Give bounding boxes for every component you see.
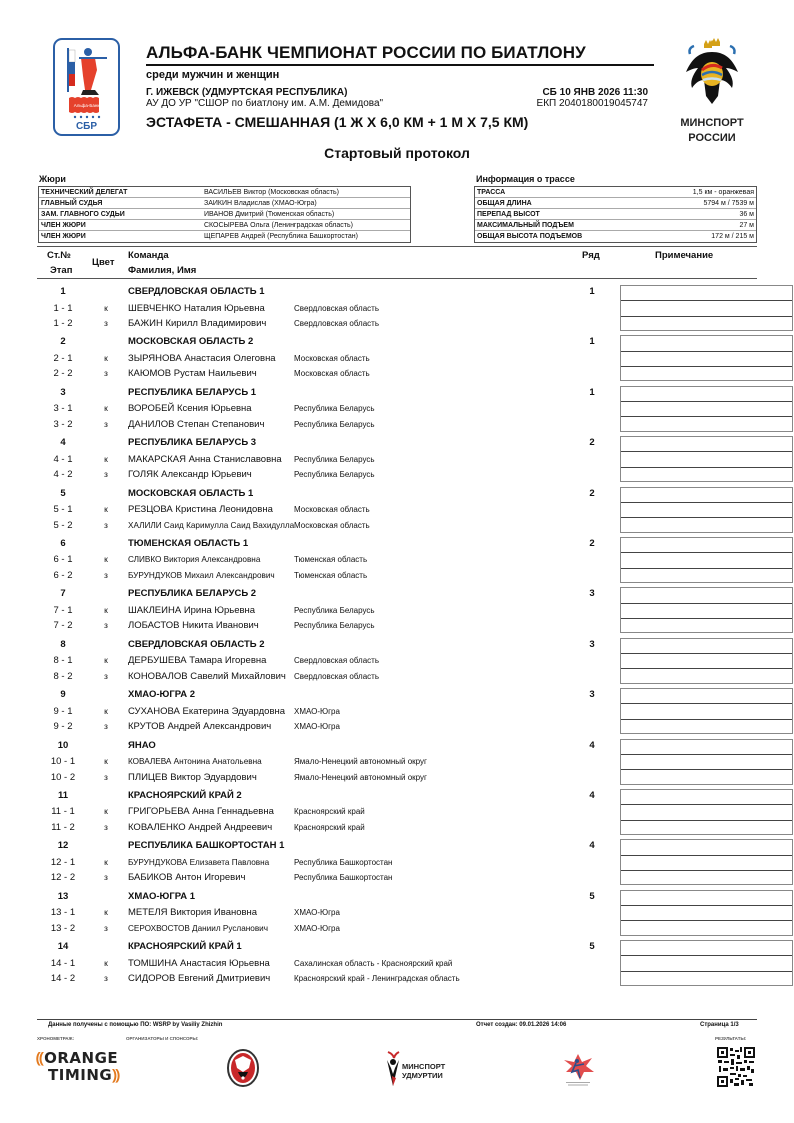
jury-role: ГЛАВНЫЙ СУДЬЯ bbox=[41, 199, 103, 207]
note-box[interactable] bbox=[620, 537, 793, 583]
track-row bbox=[475, 220, 756, 231]
start-list-header bbox=[37, 246, 757, 279]
stage: 4 - 1 bbox=[53, 453, 73, 465]
stage: 10 - 1 bbox=[50, 756, 76, 768]
report-created: Отчет создан: 09.01.2026 14:06 bbox=[476, 1022, 567, 1028]
region: Республика Башкортостан bbox=[294, 857, 393, 867]
start-row: 5 bbox=[589, 890, 595, 902]
team-block bbox=[37, 536, 757, 586]
athlete-name: ГОЛЯК Александр Юрьевич bbox=[128, 469, 252, 481]
region: Республика Беларусь bbox=[294, 419, 375, 429]
stage: 9 - 2 bbox=[53, 721, 73, 733]
athlete-name: ЗЫРЯНОВА Анастасия Олеговна bbox=[128, 352, 276, 364]
team-name: КРАСНОЯРСКИЙ КРАЙ 1 bbox=[128, 941, 242, 953]
stage: 12 - 1 bbox=[50, 856, 76, 868]
region: Московская область bbox=[294, 353, 370, 363]
color: з bbox=[104, 519, 108, 530]
stage: 7 - 2 bbox=[53, 620, 73, 632]
jury-row bbox=[39, 231, 410, 242]
organizer: АУ ДО УР "СШОР по биатлону им. А.М. Демидова" bbox=[146, 98, 384, 109]
color: к bbox=[104, 604, 108, 615]
timing-text: TIMING bbox=[48, 1066, 113, 1084]
stage: 1 - 2 bbox=[53, 318, 73, 329]
team-name: МОСКОВСКАЯ ОБЛАСТЬ 2 bbox=[128, 336, 254, 348]
region: Московская область bbox=[294, 505, 370, 515]
start-row: 5 bbox=[589, 941, 595, 953]
note-box[interactable] bbox=[620, 487, 793, 533]
track-label: ТРАССА bbox=[477, 188, 506, 196]
region: ХМАО-Югра bbox=[294, 722, 340, 732]
region: Республика Беларусь bbox=[294, 621, 375, 631]
team-block bbox=[37, 435, 757, 485]
color: з bbox=[104, 771, 108, 782]
jury-member: СКОСЫРЕВА Ольга (Ленинградская область) bbox=[204, 221, 353, 229]
jury-role: ЗАМ. ГЛАВНОГО СУДЬИ bbox=[41, 210, 125, 218]
color: з bbox=[104, 872, 108, 883]
color: з bbox=[104, 418, 108, 429]
championship-title: АЛЬФА-БАНК ЧЕМПИОНАТ РОССИИ ПО БИАТЛОНУ bbox=[146, 43, 586, 62]
color: к bbox=[104, 806, 108, 817]
color: з bbox=[104, 821, 108, 832]
team-name: РЕСПУБЛИКА БАШКОРТОСТАН 1 bbox=[128, 840, 285, 852]
color: з bbox=[104, 721, 108, 732]
stage: 13 - 1 bbox=[50, 907, 76, 919]
jury-role: ЧЛЕН ЖЮРИ bbox=[41, 233, 86, 240]
color: к bbox=[104, 756, 108, 767]
region: Свердловская область bbox=[294, 656, 379, 666]
color: к bbox=[104, 403, 108, 414]
bib-number: 4 bbox=[60, 437, 66, 449]
bib-number: 1 bbox=[60, 286, 66, 297]
team-name: СВЕРДЛОВСКАЯ ОБЛАСТЬ 1 bbox=[128, 286, 265, 297]
bib-number: 5 bbox=[60, 487, 66, 499]
region: Московская область bbox=[294, 520, 370, 530]
race-datetime: СБ 10 ЯНВ 2026 11:30 bbox=[542, 87, 648, 98]
stage: 11 - 2 bbox=[51, 821, 75, 833]
stage: 10 - 2 bbox=[50, 771, 76, 783]
region: Свердловская область bbox=[294, 671, 379, 681]
document-type-title: Стартовый протокол bbox=[324, 145, 470, 161]
color: з bbox=[104, 922, 108, 933]
stage: 7 - 1 bbox=[53, 604, 73, 616]
region: Республика Беларусь bbox=[294, 454, 375, 464]
minsport-line1: МИНСПОРТ bbox=[680, 117, 744, 129]
track-info-title: Информация о трассе bbox=[476, 174, 575, 184]
category-subtitle: среди мужчин и женщин bbox=[146, 69, 280, 81]
region: Сахалинская область - Красноярский край bbox=[294, 958, 453, 968]
team-block bbox=[37, 385, 757, 435]
track-label: МАКСИМАЛЬНЫЙ ПОДЪЕМ bbox=[477, 221, 574, 229]
footer-divider bbox=[37, 1019, 757, 1020]
header-start-no: Ст.№ bbox=[47, 250, 71, 261]
jury-row bbox=[39, 198, 410, 209]
athlete-name: КОВАЛЕВА Антонина Анатольевна bbox=[128, 757, 262, 767]
region: Тюменская область bbox=[294, 570, 368, 580]
orange-timing-logo: ⸨ORANGE TIMING⸩ bbox=[36, 1049, 121, 1084]
header-row: Ряд bbox=[582, 250, 600, 261]
start-row: 3 bbox=[589, 689, 595, 701]
stage: 8 - 2 bbox=[53, 670, 73, 682]
stage: 14 - 2 bbox=[50, 973, 76, 985]
color: к bbox=[104, 907, 108, 918]
region: Ямало-Ненецкий автономный округ bbox=[294, 757, 427, 767]
region: ХМАО-Югра bbox=[294, 706, 340, 716]
athlete-name: БУРУНДУКОВА Елизавета Павловна bbox=[128, 857, 270, 867]
header-team: Команда bbox=[128, 250, 169, 261]
color: к bbox=[104, 504, 108, 515]
athlete-name: ЛОБАСТОВ Никита Иванович bbox=[128, 620, 259, 632]
stage: 4 - 2 bbox=[53, 469, 73, 481]
color: з bbox=[104, 620, 108, 631]
region: Свердловская область bbox=[294, 303, 379, 313]
timing-label: ХРОНОМЕТРАЖ: bbox=[37, 1036, 75, 1041]
team-name: РЕСПУБЛИКА БЕЛАРУСЬ 2 bbox=[128, 588, 257, 600]
start-row: 4 bbox=[589, 739, 595, 751]
team-block bbox=[37, 687, 757, 737]
stage: 13 - 2 bbox=[50, 922, 76, 934]
color: з bbox=[104, 469, 108, 480]
note-box[interactable] bbox=[620, 940, 793, 986]
start-row: 1 bbox=[589, 386, 595, 398]
stage: 11 - 1 bbox=[51, 806, 75, 818]
stage: 6 - 1 bbox=[53, 554, 73, 566]
jury-member: ЩЕПАРЕВ Андрей (Республика Башкортостан) bbox=[204, 233, 358, 240]
athlete-name: ПЛИЦЕВ Виктор Эдуардович bbox=[128, 771, 257, 783]
note-box[interactable] bbox=[620, 638, 793, 684]
stage: 3 - 1 bbox=[53, 403, 73, 415]
results-label: РЕЗУЛЬТАТЫ: bbox=[715, 1036, 747, 1041]
jury-row bbox=[39, 209, 410, 220]
team-name: ХМАО-ЮГРА 1 bbox=[128, 890, 196, 902]
color: к bbox=[104, 705, 108, 716]
athlete-name: БУРУНДУКОВ Михаил Александрович bbox=[128, 570, 275, 580]
start-row: 2 bbox=[589, 437, 595, 449]
athlete-name: ГРИГОРЬЕВА Анна Геннадьевна bbox=[128, 806, 274, 818]
region: Республика Башкортостан bbox=[294, 873, 393, 883]
color: к bbox=[104, 856, 108, 867]
header-color: Цвет bbox=[92, 257, 115, 268]
athlete-name: МЕТЕЛЯ Виктория Ивановна bbox=[128, 907, 258, 919]
start-row: 2 bbox=[589, 537, 595, 549]
athlete-name: ДАНИЛОВ Степан Степанович bbox=[128, 418, 265, 430]
region: Ямало-Ненецкий автономный округ bbox=[294, 772, 427, 782]
athlete-name: КОНОВАЛОВ Савелий Михайлович bbox=[128, 670, 286, 682]
stage: 3 - 2 bbox=[53, 418, 73, 430]
jury-member: ИВАНОВ Дмитрий (Тюменская область) bbox=[204, 210, 335, 218]
jury-role: ТЕХНИЧЕСКИЙ ДЕЛЕГАТ bbox=[41, 188, 128, 196]
team-name: КРАСНОЯРСКИЙ КРАЙ 2 bbox=[128, 789, 242, 801]
color: к bbox=[104, 302, 108, 313]
athlete-name: КРУТОВ Андрей Александрович bbox=[128, 721, 272, 733]
color: з bbox=[104, 670, 108, 681]
note-box[interactable] bbox=[620, 587, 793, 633]
track-label: ПЕРЕПАД ВЫСОТ bbox=[477, 210, 540, 218]
ekp-number: ЕКП 2040180019045747 bbox=[536, 98, 648, 109]
athlete-name: РЕЗЦОВА Кристина Леонидовна bbox=[128, 504, 273, 516]
color: к bbox=[104, 655, 108, 666]
color: з bbox=[104, 569, 108, 580]
jury-title: Жюри bbox=[39, 174, 66, 184]
athlete-name: ДЕРБУШЕВА Тамара Игоревна bbox=[128, 655, 267, 667]
stage: 5 - 1 bbox=[53, 504, 73, 516]
color: з bbox=[104, 318, 108, 328]
track-row bbox=[475, 209, 756, 220]
team-name: РЕСПУБЛИКА БЕЛАРУСЬ 1 bbox=[128, 386, 257, 398]
team-block bbox=[37, 637, 757, 687]
track-row bbox=[475, 198, 756, 209]
stage: 2 - 2 bbox=[53, 368, 73, 380]
note-box[interactable] bbox=[620, 890, 793, 936]
bib-number: 12 bbox=[57, 840, 69, 852]
bib-number: 3 bbox=[60, 386, 66, 398]
region: Тюменская область bbox=[294, 555, 368, 565]
team-name: РЕСПУБЛИКА БЕЛАРУСЬ 3 bbox=[128, 437, 257, 449]
stage: 5 - 2 bbox=[53, 519, 73, 531]
note-box[interactable] bbox=[620, 688, 793, 734]
athlete-name: ШАКЛЕИНА Ирина Юрьевна bbox=[128, 604, 256, 616]
bib-number: 7 bbox=[60, 588, 66, 600]
athlete-name: КОВАЛЕНКО Андрей Андреевич bbox=[128, 821, 273, 833]
alfa-bank-text: Альфа-Банк bbox=[73, 103, 100, 108]
color: з bbox=[104, 368, 108, 379]
stage: 1 - 1 bbox=[53, 302, 73, 314]
region: Свердловская область bbox=[294, 319, 379, 328]
note-box[interactable] bbox=[620, 739, 793, 785]
team-block bbox=[37, 788, 757, 838]
start-list bbox=[37, 284, 757, 989]
team-block bbox=[37, 738, 757, 788]
stage: 14 - 1 bbox=[50, 957, 76, 969]
team-name: МОСКОВСКАЯ ОБЛАСТЬ 1 bbox=[128, 487, 254, 499]
udmurtia-emblem-icon bbox=[226, 1048, 260, 1088]
start-row: 3 bbox=[589, 638, 595, 650]
region: Республика Беларусь bbox=[294, 605, 375, 615]
track-value: 1,5 км - оранжевая bbox=[692, 188, 754, 196]
note-box[interactable] bbox=[620, 436, 793, 482]
start-row: 1 bbox=[589, 286, 595, 297]
stage: 2 - 1 bbox=[53, 352, 73, 364]
region: Московская область bbox=[294, 369, 370, 379]
team-block bbox=[37, 334, 757, 384]
color: к bbox=[104, 352, 108, 363]
note-box[interactable] bbox=[620, 386, 793, 432]
start-row: 3 bbox=[589, 588, 595, 600]
track-row bbox=[475, 231, 756, 242]
biathlon-federation-logo bbox=[53, 38, 120, 136]
team-block bbox=[37, 838, 757, 888]
minsport-line2: РОССИИ bbox=[688, 132, 736, 144]
athlete-name: ВОРОБЕЙ Ксения Юрьевна bbox=[128, 403, 252, 415]
region: ХМАО-Югра bbox=[294, 923, 340, 933]
start-row: 2 bbox=[589, 487, 595, 499]
color: з bbox=[104, 973, 108, 984]
athlete-name: СЕРОХВОСТОВ Даниил Русланович bbox=[128, 923, 269, 933]
minsport-udmurtia-logo bbox=[386, 1050, 446, 1090]
team-name: ЯНАО bbox=[128, 739, 156, 751]
jury-member: ВАСИЛЬЕВ Виктор (Московская область) bbox=[204, 188, 339, 196]
note-box[interactable] bbox=[620, 789, 793, 835]
jury-member: ЗАИКИН Владислав (ХМАО-Югра) bbox=[204, 199, 317, 207]
track-value: 36 м bbox=[739, 210, 754, 218]
region: Республика Беларусь bbox=[294, 470, 375, 480]
note-box[interactable] bbox=[620, 839, 793, 885]
track-row bbox=[475, 187, 756, 198]
track-info-table bbox=[474, 186, 757, 243]
jury-table bbox=[38, 186, 411, 243]
athlete-name: БАЖИН Кирилл Владимирович bbox=[128, 318, 267, 329]
team-block bbox=[37, 586, 757, 636]
bib-number: 14 bbox=[57, 941, 69, 953]
sponsors-label: ОРГАНИЗАТОРЫ И СПОНСОРЫ: bbox=[126, 1036, 199, 1041]
jury-row bbox=[39, 220, 410, 231]
start-row: 4 bbox=[589, 840, 595, 852]
header-note: Примечание bbox=[655, 250, 714, 261]
note-box[interactable] bbox=[620, 335, 793, 381]
minsport-russia-logo bbox=[672, 38, 752, 142]
track-label: ОБЩАЯ ВЫСОТА ПОДЪЕМОВ bbox=[477, 233, 583, 240]
bib-number: 13 bbox=[57, 890, 69, 902]
color: к bbox=[104, 957, 108, 968]
track-value: 27 м bbox=[739, 221, 754, 229]
team-name: ТЮМЕНСКАЯ ОБЛАСТЬ 1 bbox=[128, 537, 249, 549]
header-stage: Этап bbox=[50, 265, 73, 276]
minsport-udmurtia-line1: МИНСПОРТ bbox=[402, 1062, 446, 1071]
team-name: ХМАО-ЮГРА 2 bbox=[128, 689, 196, 701]
note-box[interactable] bbox=[620, 285, 793, 331]
athlete-name: ШЕВЧЕНКО Наталия Юрьевна bbox=[128, 302, 265, 314]
bib-number: 10 bbox=[57, 739, 69, 751]
double-headed-eagle-icon bbox=[682, 38, 742, 110]
stage: 6 - 2 bbox=[53, 569, 73, 581]
track-label: ОБЩАЯ ДЛИНА bbox=[477, 199, 532, 207]
jury-row bbox=[39, 187, 410, 198]
color: к bbox=[104, 554, 108, 565]
athlete-name: СЛИВКО Виктория Александровна bbox=[128, 555, 261, 565]
minsport-udmurtia-icon bbox=[386, 1050, 400, 1088]
start-row: 1 bbox=[589, 336, 595, 348]
athlete-name: КАЮМОВ Рустам Наильевич bbox=[128, 368, 257, 380]
title-divider bbox=[146, 64, 654, 66]
jury-role: ЧЛЕН ЖЮРИ bbox=[41, 221, 86, 229]
stage: 8 - 1 bbox=[53, 655, 73, 667]
color: к bbox=[104, 453, 108, 464]
team-block bbox=[37, 486, 757, 536]
venue-city: Г. ИЖЕВСК (УДМУРТСКАЯ РЕСПУБЛИКА) bbox=[146, 87, 348, 98]
software-credit: Данные получены с помощью ПО: WSRP by Vasiliy Zhizhin bbox=[48, 1022, 223, 1028]
team-block bbox=[37, 889, 757, 939]
athlete-name: МАКАРСКАЯ Анна Станиславовна bbox=[128, 453, 282, 465]
athlete-name: БАБИКОВ Антон Игоревич bbox=[128, 872, 246, 884]
bib-number: 6 bbox=[60, 537, 66, 549]
region: ХМАО-Югра bbox=[294, 908, 340, 918]
region: Красноярский край bbox=[294, 822, 365, 832]
region: Красноярский край bbox=[294, 807, 365, 817]
biathlon-federation-udmurtia-icon bbox=[558, 1052, 598, 1088]
team-block bbox=[37, 939, 757, 989]
region: Республика Беларусь bbox=[294, 404, 375, 414]
minsport-udmurtia-line2: УДМУРТИИ bbox=[402, 1071, 443, 1080]
start-row: 4 bbox=[589, 789, 595, 801]
athlete-name: ТОМШИНА Анастасия Юрьевна bbox=[128, 957, 270, 969]
bib-number: 9 bbox=[60, 689, 66, 701]
header-name: Фамилия, Имя bbox=[128, 265, 197, 276]
athlete-name: СИДОРОВ Евгений Дмитриевич bbox=[128, 973, 271, 985]
bib-number: 11 bbox=[57, 789, 69, 801]
page-number: Страница 1/3 bbox=[700, 1022, 739, 1028]
region: Красноярский край - Ленинградская область bbox=[294, 974, 460, 984]
race-name: ЭСТАФЕТА - СМЕШАННАЯ (1 Ж X 6,0 КМ + 1 М X 7,5 КМ) bbox=[146, 114, 529, 130]
bib-number: 8 bbox=[60, 638, 66, 650]
athlete-name: ХАЛИЛИ Саид Каримулла Саид Вахидулла bbox=[128, 520, 295, 530]
track-value: 172 м / 215 м bbox=[711, 233, 754, 240]
team-name: СВЕРДЛОВСКАЯ ОБЛАСТЬ 2 bbox=[128, 638, 265, 650]
stage: 12 - 2 bbox=[50, 872, 76, 884]
stage: 9 - 1 bbox=[53, 705, 73, 717]
svg-text:СБР: СБР bbox=[75, 121, 98, 132]
orange-text: ORANGE bbox=[44, 1049, 119, 1067]
track-value: 5794 м / 7539 м bbox=[703, 199, 754, 207]
results-qr-code-icon[interactable] bbox=[716, 1046, 756, 1088]
team-block bbox=[37, 284, 757, 334]
bib-number: 2 bbox=[60, 336, 66, 348]
athlete-name: СУХАНОВА Екатерина Эдуардовна bbox=[128, 705, 286, 717]
